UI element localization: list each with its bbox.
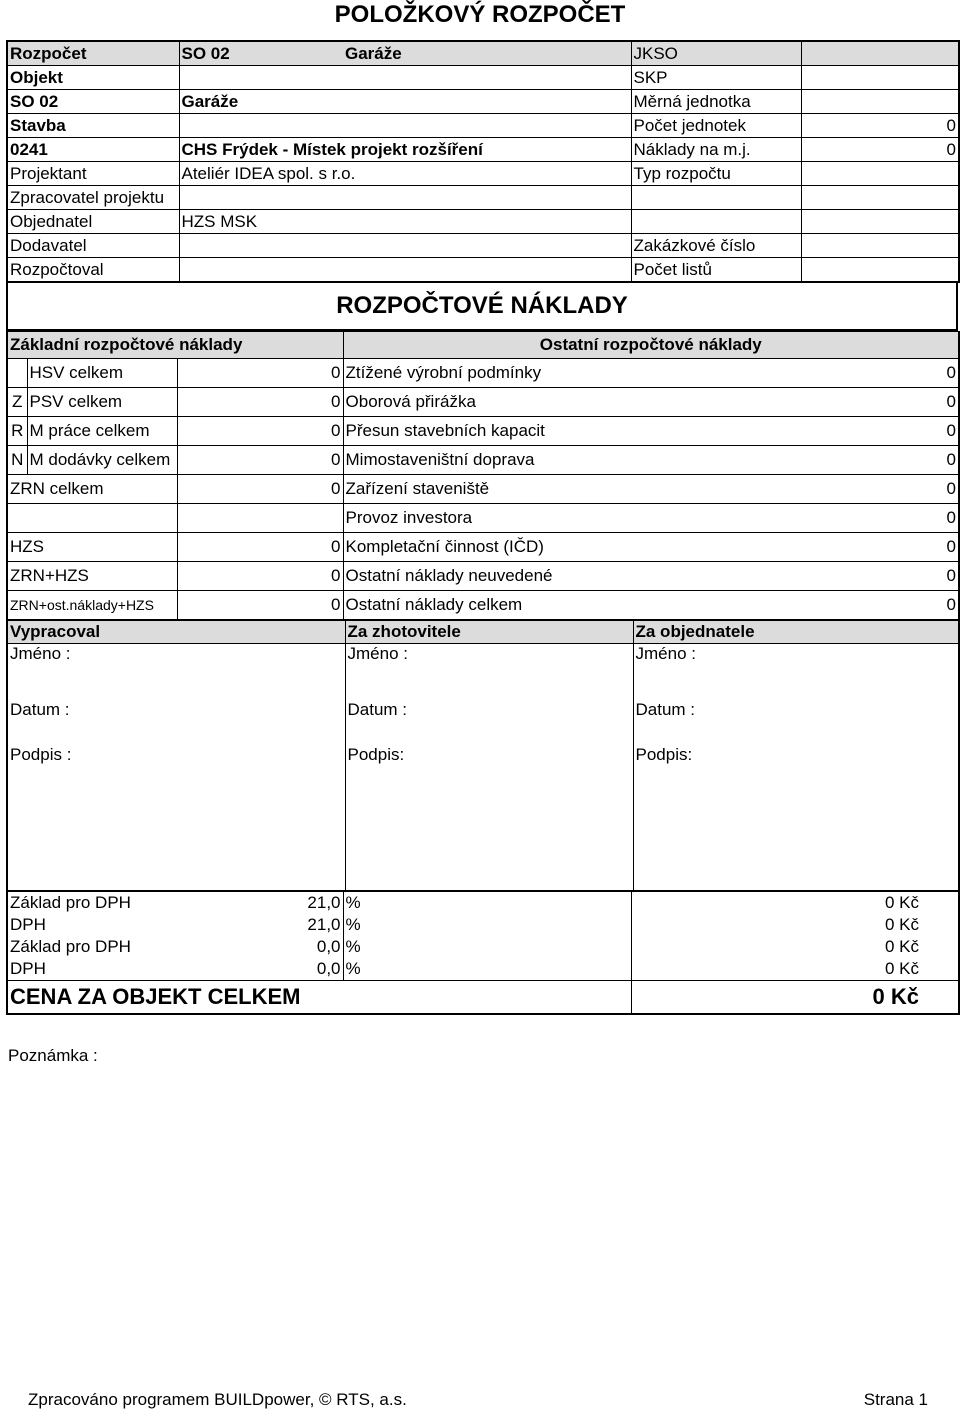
signature-blank-row xyxy=(7,778,959,891)
cost-row xyxy=(7,388,959,417)
cost-value: 0 xyxy=(177,591,343,621)
header-right-value: 0 xyxy=(801,114,959,138)
page-title: POLOŽKOVÝ ROZPOČET xyxy=(334,1,626,28)
header-right-value xyxy=(801,41,959,66)
other-cost-value: 0 xyxy=(631,591,959,621)
header-table xyxy=(6,40,960,283)
header-label: Objednatel xyxy=(7,210,179,234)
other-cost-value: 0 xyxy=(631,533,959,562)
cost-letter xyxy=(7,359,27,388)
cost-value: 0 xyxy=(177,359,343,388)
signature-sign: Podpis: xyxy=(635,745,693,764)
header-label: Dodavatel xyxy=(7,234,179,258)
signature-spacer xyxy=(345,668,633,688)
vat-label: DPH xyxy=(10,915,46,934)
signature-date: Datum : xyxy=(7,688,345,732)
cost-label: ZRN celkem xyxy=(7,475,177,504)
header-label: Projektant xyxy=(7,162,179,186)
other-cost-label: Ztížené výrobní podmínky xyxy=(343,359,631,388)
vat-rate: 0,0 xyxy=(177,958,343,981)
header-right-value xyxy=(801,210,959,234)
header-value xyxy=(179,66,631,90)
header-label: Objekt xyxy=(7,66,179,90)
signature-spacer-row xyxy=(7,668,959,688)
cost-value: 0 xyxy=(177,562,343,591)
cost-label: M práce celkem xyxy=(27,417,177,446)
cost-label: ZRN+ost.náklady+HZS xyxy=(7,591,177,621)
other-cost-value: 0 xyxy=(631,562,959,591)
signature-sign: Podpis : xyxy=(7,732,345,778)
header-value xyxy=(179,234,631,258)
cost-row xyxy=(7,446,959,475)
header-right-label xyxy=(631,210,801,234)
vat-value: 0 Kč xyxy=(884,959,919,978)
header-right-label: Počet jednotek xyxy=(631,114,801,138)
vat-row xyxy=(7,914,959,936)
header-row xyxy=(7,234,959,258)
signature-table xyxy=(6,621,960,892)
vat-pad xyxy=(921,936,959,958)
other-cost-label: Mimostaveništní doprava xyxy=(343,446,631,475)
signature-blank xyxy=(7,778,345,891)
signature-title: Za zhotovitele xyxy=(345,621,633,644)
other-cost-value: 0 xyxy=(631,388,959,417)
right-costs-title: Ostatní rozpočtové náklady xyxy=(343,332,959,359)
header-label: Rozpočet xyxy=(7,41,179,66)
header-value xyxy=(179,114,631,138)
header-label: SO 02 xyxy=(7,90,179,114)
header-row xyxy=(7,210,959,234)
vat-table xyxy=(6,892,960,1015)
other-cost-value: 0 xyxy=(631,417,959,446)
other-cost-label: Oborová přirážka xyxy=(343,388,631,417)
header-label: Rozpočtoval xyxy=(7,258,179,283)
signature-title: Za objednatele xyxy=(633,621,959,644)
header-label: Stavba xyxy=(7,114,179,138)
signature-name: Jméno : xyxy=(635,644,696,663)
vat-total-row xyxy=(7,981,959,1015)
header-value: HZS MSK xyxy=(179,210,631,234)
header-row xyxy=(7,66,959,90)
header-row xyxy=(7,114,959,138)
cost-row xyxy=(7,504,959,533)
header-value: Ateliér IDEA spol. s r.o. xyxy=(179,162,631,186)
vat-value: 0 Kč xyxy=(884,937,919,956)
vat-label: DPH xyxy=(10,959,46,978)
vat-pad xyxy=(921,892,959,914)
header-right-label: Typ rozpočtu xyxy=(631,162,801,186)
cost-value xyxy=(177,504,343,533)
cost-row xyxy=(7,475,959,504)
cost-row xyxy=(7,562,959,591)
other-cost-value: 0 xyxy=(631,446,959,475)
signature-sign-row xyxy=(7,732,959,778)
total-value: 0 Kč xyxy=(631,981,921,1015)
header-row xyxy=(7,162,959,186)
vat-value: 0 Kč xyxy=(884,893,919,912)
header-right-value: 0 xyxy=(801,138,959,162)
signature-date: Datum : xyxy=(345,688,633,732)
signature-date-row xyxy=(7,688,959,732)
signature-name: Jméno : xyxy=(345,644,633,669)
signature-header-row xyxy=(7,621,959,644)
cost-row xyxy=(7,417,959,446)
footer-page-number: Strana 1 xyxy=(863,1390,928,1409)
header-right-value xyxy=(801,258,959,283)
cost-row xyxy=(7,533,959,562)
cost-label xyxy=(7,504,177,533)
vat-row xyxy=(7,936,959,958)
header-right-value xyxy=(801,234,959,258)
vat-pad xyxy=(921,958,959,981)
other-cost-label: Zařízení staveniště xyxy=(343,475,631,504)
cost-label: ZRN+HZS xyxy=(7,562,177,591)
signature-name: Jméno : xyxy=(7,644,345,669)
signature-date: Datum : xyxy=(635,700,696,719)
header-row xyxy=(7,186,959,210)
header-right-label: SKP xyxy=(631,66,801,90)
vat-unit: % xyxy=(343,914,631,936)
other-cost-value: 0 xyxy=(631,475,959,504)
other-cost-value: 0 xyxy=(631,359,959,388)
footer-software: Zpracováno programem BUILDpower, © RTS, a.s. xyxy=(28,1390,407,1409)
header-value: CHS Frýdek - Místek projekt rozšíření xyxy=(179,138,631,162)
cost-row xyxy=(7,591,959,621)
signature-spacer xyxy=(7,668,345,688)
header-right-label: Náklady na m.j. xyxy=(631,138,801,162)
vat-pad xyxy=(921,914,959,936)
signature-title: Vypracoval xyxy=(7,621,345,644)
signature-sign: Podpis: xyxy=(345,732,633,778)
cost-value: 0 xyxy=(177,417,343,446)
signature-spacer xyxy=(633,668,959,688)
note-label: Poznámka : xyxy=(8,1046,98,1065)
other-cost-label: Kompletační činnost (IČD) xyxy=(343,533,631,562)
vat-label: Základ pro DPH xyxy=(10,893,131,912)
vat-unit: % xyxy=(343,958,631,981)
cost-value: 0 xyxy=(177,388,343,417)
header-right-label xyxy=(631,186,801,210)
header-value xyxy=(179,186,631,210)
header-row xyxy=(7,90,959,114)
vat-rate: 0,0 xyxy=(177,936,343,958)
header-right-label: JKSO xyxy=(631,41,801,66)
vat-value: 0 Kč xyxy=(884,915,919,934)
cost-value: 0 xyxy=(177,446,343,475)
signature-name-row xyxy=(7,644,959,669)
budget-sheet xyxy=(6,40,958,1015)
vat-row xyxy=(7,892,959,914)
header-value: SO 02 xyxy=(179,41,343,66)
header-right-value xyxy=(801,186,959,210)
cost-letter: Z xyxy=(7,388,27,417)
signature-blank xyxy=(633,778,959,891)
costs-table xyxy=(6,331,960,621)
cost-value: 0 xyxy=(177,475,343,504)
header-row xyxy=(7,41,959,66)
total-label: CENA ZA OBJEKT CELKEM xyxy=(7,981,631,1015)
other-cost-label: Ostatní náklady neuvedené xyxy=(343,562,631,591)
header-right-value xyxy=(801,162,959,186)
header-right-value xyxy=(801,66,959,90)
cost-label: PSV celkem xyxy=(27,388,177,417)
costs-title-table xyxy=(6,283,958,331)
cost-value: 0 xyxy=(177,533,343,562)
header-right-value xyxy=(801,90,959,114)
other-cost-value: 0 xyxy=(631,504,959,533)
other-cost-label: Přesun stavebních kapacit xyxy=(343,417,631,446)
vat-unit: % xyxy=(343,892,631,914)
vat-rate: 21,0 xyxy=(177,914,343,936)
vat-pad xyxy=(921,981,959,1015)
header-value-2: Garáže xyxy=(343,41,631,66)
signature-blank xyxy=(345,778,633,891)
header-right-label: Počet listů xyxy=(631,258,801,283)
vat-rate: 21,0 xyxy=(177,892,343,914)
cost-letter: R xyxy=(7,417,27,446)
vat-unit: % xyxy=(343,936,631,958)
cost-letter: N xyxy=(7,446,27,475)
cost-label: HZS xyxy=(7,533,177,562)
other-cost-label: Provoz investora xyxy=(343,504,631,533)
header-right-label: Měrná jednotka xyxy=(631,90,801,114)
header-value: Garáže xyxy=(179,90,631,114)
header-label: 0241 xyxy=(7,138,179,162)
cost-row xyxy=(7,359,959,388)
other-cost-label: Ostatní náklady celkem xyxy=(343,591,631,621)
costs-section-title: ROZPOČTOVÉ NÁKLADY xyxy=(336,292,628,319)
vat-row xyxy=(7,958,959,981)
header-right-label: Zakázkové číslo xyxy=(631,234,801,258)
cost-label: M dodávky celkem xyxy=(27,446,177,475)
header-label: Zpracovatel projektu xyxy=(7,186,179,210)
cost-label: HSV celkem xyxy=(27,359,177,388)
header-value xyxy=(179,258,631,283)
left-costs-title: Základní rozpočtové náklady xyxy=(7,332,343,359)
header-row xyxy=(7,138,959,162)
vat-label: Základ pro DPH xyxy=(10,937,131,956)
header-row xyxy=(7,258,959,283)
